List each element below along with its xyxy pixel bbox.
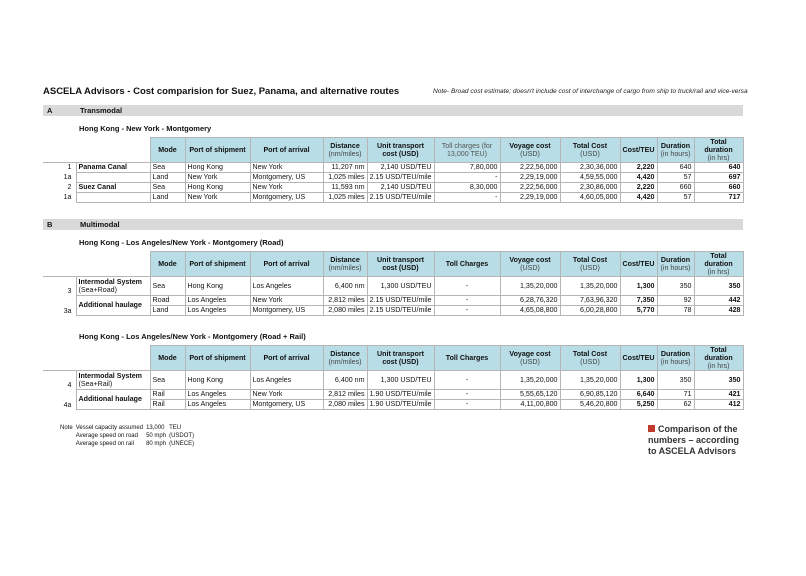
table-row: 1a Land New York Montgomery, US 1,025 miles 2.15 USD/TEU/mile - 2,29,19,000 4,60,05,000 4,420 57 717: [43, 193, 743, 203]
section-b-letter: B: [47, 220, 53, 229]
table-row: 3a Additional haulage Road Los Angeles New York 2,812 miles 2.15 USD/TEU/mile - 6,28,76,320 7,63,96,320 7,350 92 442: [43, 296, 743, 306]
col-voyage: Voyage cost (USD): [500, 138, 560, 163]
table1-header: [43, 138, 743, 163]
table-row: Land Los Angeles Montgomery, US 2,080 miles 2.15 USD/TEU/mile - 4,65,08,800 6,00,28,800 5,770 78 428: [43, 306, 743, 316]
col-toll: Toll charges (for 13,000 TEU): [434, 138, 500, 163]
table3-subtitle: Hong Kong - Los Angeles/New York - Montgomery (Road + Rail): [79, 332, 306, 341]
table3: [43, 345, 744, 410]
section-a-letter: A: [47, 106, 53, 115]
table-row: 1a Land New York Montgomery, US 1,025 miles 2.15 USD/TEU/mile - 2,29,19,000 4,59,55,000 4,420 57 697: [43, 173, 743, 183]
table2-header: Mode Port of shipment Port of arrival Distance (nm/miles) Unit transport cost (USD) Toll Charges Voyage cost (USD) Total Cost (USD) Cost/TEU Duration (in hours) Total duration (in hrs): [43, 252, 743, 277]
col-distance: Distance (nm/miles): [323, 138, 367, 163]
section-b-bar: [43, 219, 743, 230]
col-mode: Mode: [150, 138, 185, 163]
col-total: Total Cost (USD): [560, 138, 620, 163]
col-port-shipment: Port of shipment: [185, 138, 250, 163]
table-row: 3 Intermodal System (Sea+Road) Sea Hong Kong Los Angeles 6,400 nm 1,300 USD/TEU - 1,35,20,000 1,35,20,000 1,300 350 350: [43, 277, 743, 296]
table-row: 1 Panama Canal Sea Hong Kong New York 11,207 nm 2,140 USD/TEU 7,80,000 2,22,56,000 2,30,36,000 2,220 640 640: [43, 163, 743, 173]
table-row: 4a Additional haulage Rail Los Angeles New York 2,812 miles 1.90 USD/TEU/mile - 5,55,65,120 6,90,85,120 6,640 71 421: [43, 390, 743, 400]
col-port-arrival: Port of arrival: [250, 138, 323, 163]
red-square-icon: [648, 425, 655, 432]
table-row: 4 Intermodal System (Sea+Rail) Sea Hong Kong Los Angeles 6,400 nm 1,300 USD/TEU - 1,35,20,000 1,35,20,000 1,300 350 350: [43, 371, 743, 390]
page-title: ASCELA Advisors - Cost comparision for Suez, Panama, and alternative routes: [43, 86, 400, 97]
table-row: 2 Suez Canal Sea Hong Kong New York 11,593 nm 2,140 USD/TEU 8,30,000 2,22,56,000 2,30,86,000 2,220 660 660: [43, 183, 743, 193]
section-a-label: Transmodal: [80, 106, 123, 115]
top-note: Note- Broad cost estimate; doesn't include cost of interchange of cargo from ship to truck/rail and vice-versa: [433, 88, 748, 95]
table2: [43, 251, 744, 316]
table3-header: Mode Port of shipment Port of arrival Distance (nm/miles) Unit transport cost (USD) Toll Charges Voyage cost (USD) Total Cost (USD) Cost/TEU Duration (in hours) Total duration (in hrs): [43, 346, 743, 371]
col-duration: Duration (in hours): [657, 138, 694, 163]
col-total-duration: Total duration (in hrs): [694, 138, 743, 163]
table2-subtitle: Hong Kong - Los Angeles/New York - Montgomery (Road): [79, 238, 284, 247]
footnote-label: Note: [60, 425, 73, 431]
col-cost-teu: Cost/TEU: [620, 138, 657, 163]
comparison-callout: Comparison of the numbers – according to ASCELA Advisors: [648, 424, 740, 456]
footnote: Note Vessel capacity assumed 13,000 TEU Average speed on road 50 mph (USDOT) Average speed on rail 80 mph (UNECE): [60, 425, 195, 447]
table1-subtitle: Hong Kong - New York - Montgomery: [79, 124, 212, 133]
section-b-label: Multimodal: [80, 220, 120, 229]
col-unit-cost: Unit transport cost (USD): [367, 138, 434, 163]
table-row: Rail Los Angeles Montgomery, US 2,080 miles 1.90 USD/TEU/mile - 4,11,00,800 5,46,20,800 5,250 62 412: [43, 400, 743, 410]
table1: [43, 137, 744, 203]
section-a-bar: [43, 105, 743, 116]
